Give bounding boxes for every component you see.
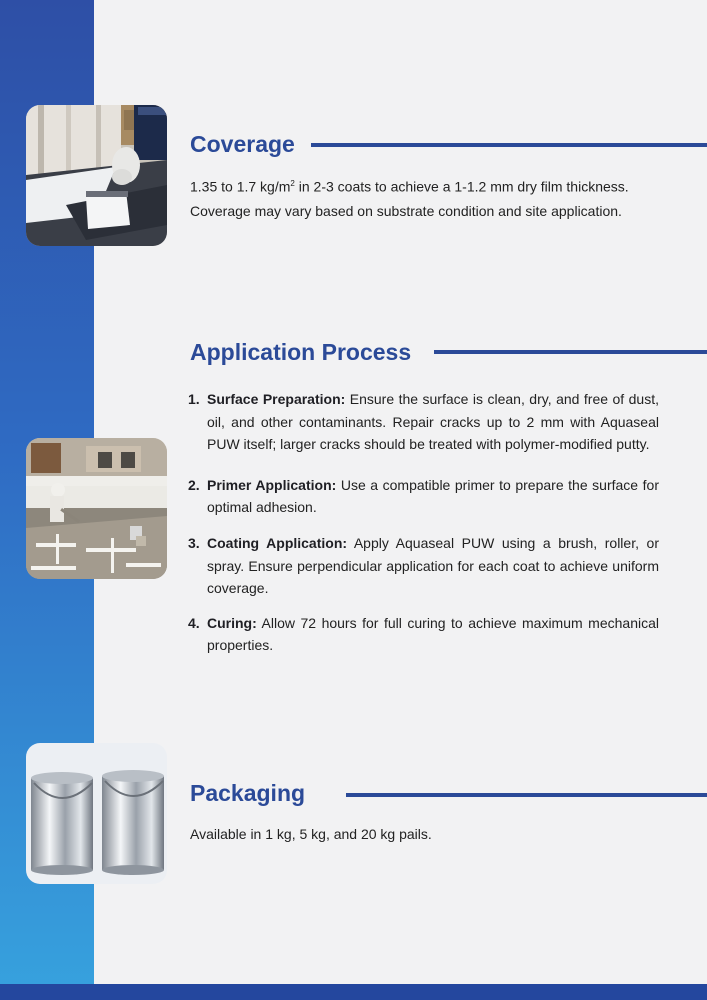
step-label: Primer Application: — [207, 476, 337, 493]
step-label: Coating Application: — [207, 534, 348, 551]
coverage-heading: Coverage — [190, 131, 295, 157]
step-text: Use a compatible primer to prepare the surface for optimal adhesion. — [207, 476, 659, 516]
coverage-heading-rule — [311, 143, 707, 147]
application-step — [188, 532, 659, 600]
step-label: Curing: — [207, 614, 257, 631]
packaging-heading-rule — [346, 793, 707, 797]
step-text: Apply Aquaseal PUW using a brush, roller, or spray. Ensure perpendicular application for each coat to achieve uniform coverage. — [207, 534, 660, 597]
application-step — [188, 474, 659, 519]
application-heading: Application Process — [190, 339, 412, 365]
coverage-rate: 1.35 to 1.7 kg/m — [190, 178, 291, 195]
application-photo — [26, 438, 167, 579]
step-number: 1. — [188, 391, 200, 407]
packaging-photo — [26, 743, 167, 884]
application-step — [188, 612, 659, 657]
coverage-rate-exponent: 2 — [290, 179, 295, 188]
step-text: Allow 72 hours for full curing to achieve maximum mechanical properties. — [207, 614, 659, 654]
step-number: 3. — [188, 534, 200, 551]
coverage-line-2: Coverage may vary based on substrate condition and site application. — [190, 203, 622, 219]
footer-band — [0, 984, 707, 1000]
step-number: 4. — [188, 614, 200, 631]
packaging-heading: Packaging — [190, 780, 306, 806]
application-heading-rule — [434, 350, 707, 354]
application-step — [188, 388, 659, 456]
step-text: Ensure the surface is clean, dry, and free of dust, oil, and other contaminants. Repair cracks up to 2 mm with Aquaseal PUW itself; larger cracks should be treated with polymer-modified putty. — [207, 391, 659, 453]
step-number: 2. — [188, 476, 200, 493]
packaging-text: Available in 1 kg, 5 kg, and 20 kg pails. — [190, 826, 432, 842]
coverage-photo — [26, 105, 167, 246]
application-steps-list — [188, 388, 659, 657]
step-label: Surface Preparation: — [207, 391, 346, 407]
coverage-line-1 — [190, 175, 629, 196]
coverage-rate-detail: in 2-3 coats to achieve a 1-1.2 mm dry film thickness. — [294, 178, 629, 195]
